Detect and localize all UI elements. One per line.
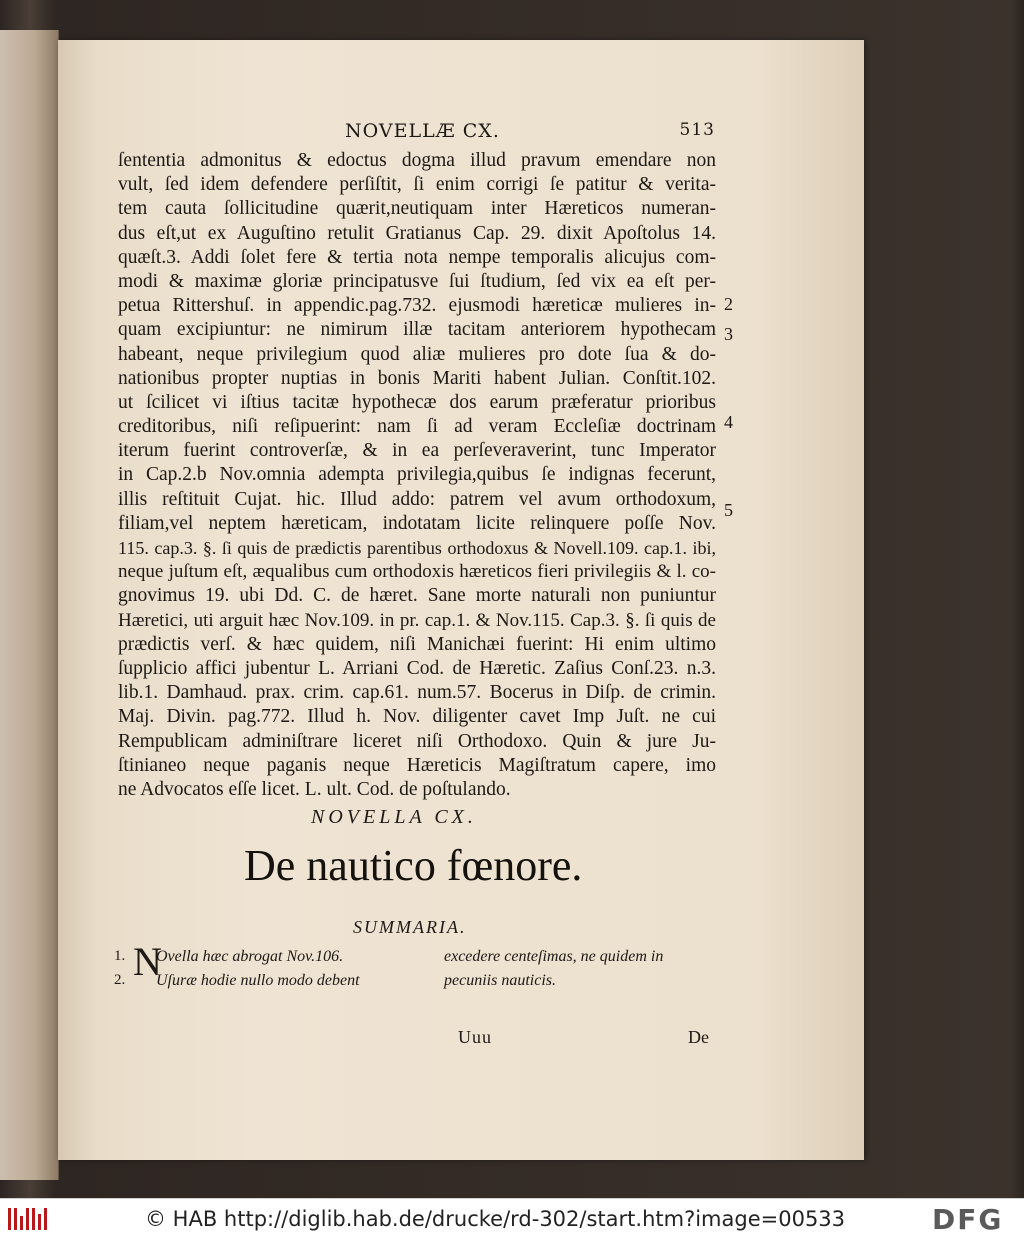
- text-line: 115. cap.3. §. ſi quis de prædictis parentibus orthodoxus & Novell.109. cap.1. ibi,: [118, 538, 716, 558]
- text-line: illis reſtituit Cujat. hic. Illud addo: patrem vel avum orthodoxum,: [118, 488, 716, 510]
- text-line: habeant, neque privilegium quod aliæ mulieres pro dote ſua & do-: [118, 343, 716, 365]
- text-line: creditoribus, niſi reſipuerint: nam ſi ad veram Eccleſiæ doctrinam: [118, 416, 716, 438]
- drop-cap: N: [133, 939, 162, 984]
- summary-text: Uſuræ hodie nullo modo debent: [156, 972, 360, 989]
- section-heading: NOVELLA CX.: [311, 806, 477, 828]
- summary-list: [114, 939, 724, 998]
- signature-mark: Uuu: [458, 1027, 492, 1047]
- margin-number: 5: [724, 500, 733, 520]
- text-line: prædictis verſ. & hæc quidem, niſi Manichæi fuerint: Hi enim ultimo: [118, 633, 716, 655]
- page-number: 513: [679, 120, 715, 140]
- text-line: ſententia admonitus & edoctus dogma illud pravum emendare non: [118, 150, 716, 171]
- text-line: Maj. Divin. pag.772. Illud h. Nov. diligenter cavet Imp Juſt. ne cui: [118, 706, 716, 728]
- text-line: quam excipiuntur: ne nimirum illæ tacitam anteriorem hypothecam: [118, 319, 716, 341]
- text-line: quæſt.3. Addi ſolet fere & tertia nota nempe temporalis alicujus com-: [118, 246, 716, 268]
- summary-item: [114, 948, 724, 970]
- summary-item: [114, 972, 724, 994]
- running-head: NOVELLÆ CX.: [345, 120, 500, 142]
- text-line: modi & maximæ gloriæ principatusve ſui ſtudium, ſed vix ea eſt per-: [118, 270, 716, 292]
- text-line: dus eſt,ut ex Auguſtino retulit Gratianus Cap. 29. dixit Apoſtolus 14.: [118, 222, 716, 244]
- dfg-logo: DFG: [932, 1203, 1004, 1236]
- text-line: iterum fuerint controverſæ, & in ea perſeveraverint, tunc Imperator: [118, 440, 716, 462]
- text-line: ne Advocatos eſſe licet. L. ult. Cod. de poſtulando.: [118, 778, 511, 800]
- text-line: ſtinianeo neque paganis neque Hæreticis Magiſtratum capere, imo: [118, 754, 716, 776]
- hab-logo-icon: [8, 1208, 48, 1230]
- margin-number: 3: [724, 324, 733, 344]
- body-text: [118, 149, 716, 802]
- margin-numbers: [724, 0, 754, 520]
- viewer-footer: [0, 1198, 1024, 1239]
- text-line: in Cap.2.b Nov.omnia adempta privilegia,quibus ſe indignas fecerunt,: [118, 464, 716, 486]
- summary-continuation: excedere centeſimas, ne quidem in: [444, 948, 664, 965]
- summary-continuation: pecuniis nauticis.: [444, 972, 556, 989]
- text-line: Hæretici, uti arguit hæc Nov.109. in pr. cap.1. & Nov.115. Cap.3. §. ſi quis de: [118, 609, 716, 631]
- margin-number: 2: [724, 294, 733, 314]
- text-line: gnovimus 19. ubi Dd. C. de hæret. Sane morte naturali non puniuntur: [118, 585, 716, 607]
- text-line: petua Rittershuſ. in appendic.pag.732. ejusmodi hæreticæ mulieres in-: [118, 295, 716, 317]
- margin-number: 4: [724, 412, 733, 432]
- text-line: Rempublicam adminiſtrare liceret niſi Orthodoxo. Quin & jure Ju-: [118, 730, 716, 752]
- text-line: ſupplicio affici jubentur L. Arriani Cod. de Hæretic. Zaſius Conſ.23. n.3.: [118, 657, 716, 679]
- summary-text: Ovella hæc abrogat Nov.106.: [156, 948, 344, 965]
- catchword: De: [688, 1027, 709, 1047]
- text-line: ut ſcilicet vi iſtius tacitæ hypothecæ dos earum præferatur prioribus: [118, 391, 716, 413]
- text-line: lib.1. Damhaud. prax. crim. cap.61. num.57. Bocerus in Diſp. de crimin.: [118, 682, 716, 704]
- text-line: filiam,vel neptem hæreticam, indotatam licite relinquere poſſe Nov.: [118, 512, 716, 534]
- summary-number: 1.: [114, 948, 126, 964]
- text-line: vult, ſed idem defendere perſiſtit, ſi enim corrigi ſe patitur & verita-: [118, 174, 716, 196]
- page-header: [345, 120, 725, 146]
- text-line: tem cauta ſollicitudine quærit,neutiquam inter Hæreticos numeran-: [118, 198, 716, 220]
- text-line: neque juſtum eſt, æqualibus cum orthodoxis hæreticos fieri privilegiis & l. co-: [118, 561, 716, 583]
- summary-number: 2.: [114, 972, 126, 988]
- copyright-link[interactable]: © HAB http://diglib.hab.de/drucke/rd-302/start.htm?image=00533: [145, 1207, 846, 1231]
- summaria-label: SUMMARIA.: [353, 917, 467, 937]
- previous-page-edge: [0, 30, 59, 1180]
- section-title: De nautico fœnore.: [244, 841, 583, 890]
- text-line: nationibus propter nuptias in bonis Mariti habent Julian. Conſtit.102.: [118, 367, 716, 389]
